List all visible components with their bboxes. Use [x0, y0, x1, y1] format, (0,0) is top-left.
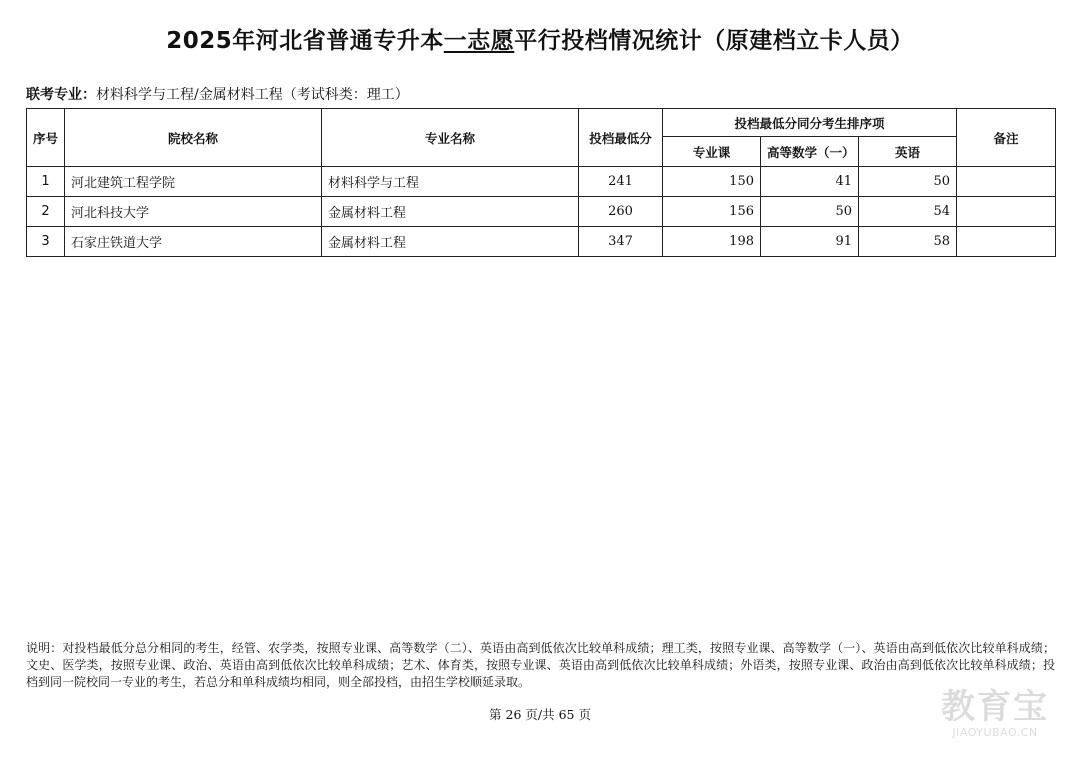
cell-major: 材料科学与工程: [322, 167, 579, 197]
cell-advanced-math: 41: [761, 167, 859, 197]
header-english: 英语: [859, 137, 957, 167]
page-number: 第 26 页/共 65 页: [489, 707, 591, 722]
watermark-logo: [925, 688, 1065, 748]
cell-remark: [957, 227, 1056, 257]
watermark-en: JIAOYUBAO.CN: [952, 726, 1038, 739]
exam-major-label: 联考专业：: [26, 87, 96, 103]
cell-professional-course: 156: [663, 197, 761, 227]
cell-index: 1: [27, 167, 65, 197]
exam-major-line: [26, 84, 409, 104]
cell-major: 金属材料工程: [322, 227, 579, 257]
cell-english: 50: [859, 167, 957, 197]
header-major: 专业名称: [322, 109, 579, 167]
title-prefix: 2025年河北省普通专升本: [166, 28, 444, 54]
cell-index: 3: [27, 227, 65, 257]
cell-remark: [957, 197, 1056, 227]
table-row: [27, 227, 1056, 257]
cell-advanced-math: 50: [761, 197, 859, 227]
table-row: [27, 167, 1056, 197]
table-row: [27, 197, 1056, 227]
cell-professional-course: 198: [663, 227, 761, 257]
header-advanced-math: 高等数学（一）: [761, 137, 859, 167]
cell-school: 河北建筑工程学院: [65, 167, 322, 197]
exam-major-value: 材料科学与工程/金属材料工程（考试科类：理工）: [96, 87, 409, 103]
header-remark: 备注: [957, 109, 1056, 167]
cell-english: 58: [859, 227, 957, 257]
cell-advanced-math: 91: [761, 227, 859, 257]
cell-english: 54: [859, 197, 957, 227]
cell-remark: [957, 167, 1056, 197]
watermark-cn: 教育宝: [941, 687, 1049, 727]
cell-min-score: 260: [579, 197, 663, 227]
header-school: 院校名称: [65, 109, 322, 167]
cell-index: 2: [27, 197, 65, 227]
page-title: [0, 22, 1080, 55]
header-index: 序号: [27, 109, 65, 167]
cell-major: 金属材料工程: [322, 197, 579, 227]
cell-min-score: 241: [579, 167, 663, 197]
cell-professional-course: 150: [663, 167, 761, 197]
cell-min-score: 347: [579, 227, 663, 257]
cell-school: 石家庄铁道大学: [65, 227, 322, 257]
title-underlined: 一志愿: [443, 28, 515, 54]
cell-school: 河北科技大学: [65, 197, 322, 227]
admission-table: [26, 108, 1056, 257]
explanation-note: 说明：对投档最低分总分相同的考生，经管、农学类，按照专业课、高等数学（二）、英语由高到低依次比较单科成绩；理工类，按照专业课、高等数学（一）、英语由高到低依次比较单科成绩；文史、医学类，按照专业课、政治、英语由高到低依次比较单科成绩；艺术、体育类，按照专业课、英语由高到低依次比较单科成绩；外语类，按照专业课、政治由高到低依次比较单科成绩；投档到同一院校同一专业的考生，若总分和单科成绩均相同，则全部投档，由招生学校顺延录取。: [26, 641, 1055, 689]
header-tiebreak-group: 投档最低分同分考生排序项: [663, 109, 957, 137]
header-min-score: 投档最低分: [579, 109, 663, 167]
title-suffix: 平行投档情况统计（原建档立卡人员）: [514, 28, 914, 54]
header-professional-course: 专业课: [663, 137, 761, 167]
